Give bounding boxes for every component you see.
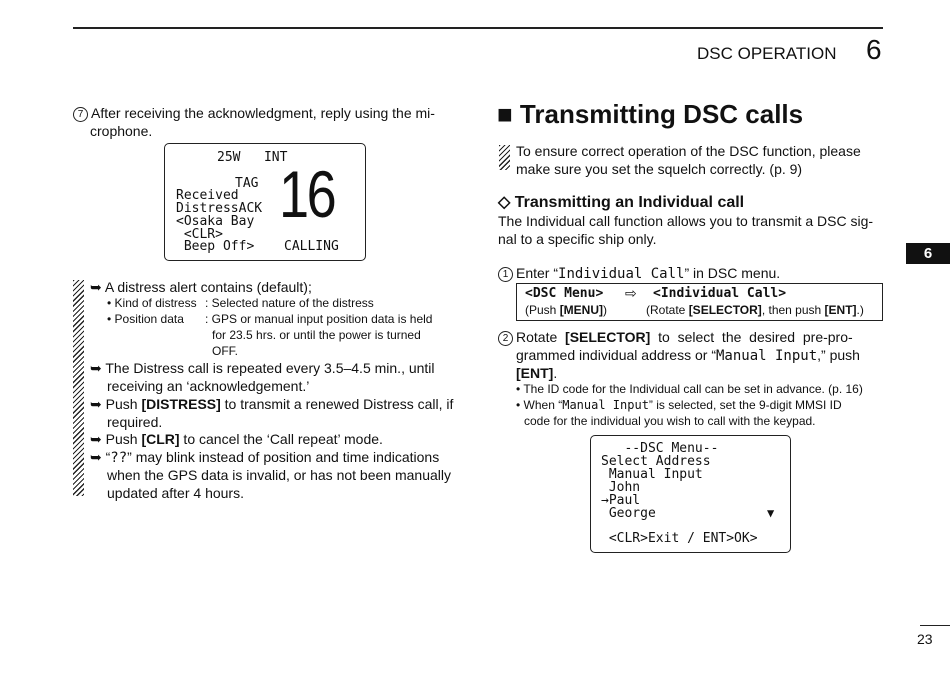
step-1-menu-name: Individual Call [558,266,685,282]
step-1-post: ” in DSC menu. [684,265,781,281]
caution-line2: make sure you set the squelch correctly. (p. 9) [516,161,803,177]
lcd1-line6: <CLR> [176,227,223,242]
rot-pre: (Rotate [646,303,689,317]
note-5-line3: updated after 4 hours. [107,485,244,501]
scroll-down-icon: ▼ [767,506,775,520]
bullet-2 [516,397,842,413]
menu-key: [MENU] [559,303,604,317]
caution-line1: To ensure correct operation of the DSC function, please [516,143,861,159]
menu-path-box [516,283,883,321]
step-2-post: to select the desired pre-pro- [650,329,853,345]
menu-from: <DSC Menu> [525,286,604,301]
bullet-2-line2: code for the individual you wish to call with the keypad. [524,414,816,428]
note-5: ➥ “??” may blink instead of position and time indications [90,449,440,466]
header-rule [73,27,883,29]
step-2-l2-post: ,” push [817,347,860,363]
lcd2-line3: Manual Input [601,467,703,482]
step-2-manual-input: Manual Input [715,348,818,364]
distress-key: [DISTRESS] [141,396,221,412]
intro-line1: The Individual call function allows you to transmit a DSC sig- [498,213,874,229]
lcd1-line4: DistressACK [176,201,263,216]
bullet-1: • The ID code for the Individual call can be set in advance. (p. 16) [516,382,863,396]
kind-label: • Kind of distress [107,296,197,310]
page-number: 23 [917,631,933,647]
bullet-2-pre: • When “ [516,398,563,412]
step-2 [498,328,853,346]
lcd1-line5: <Osaka Bay [176,214,255,229]
lcd1-line7: Beep Off> [176,239,255,254]
step-2-line3 [516,364,557,382]
step-2-l3-post: . [553,365,558,381]
lcd2-line7: <CLR>Exit / ENT>OK> [601,531,758,546]
note-3-line2: required. [107,414,163,430]
bullet-2-post: ” is selected, set the 9-digit MMSI ID [648,398,842,412]
step-7 [73,104,458,122]
lcd1-channel: 16 [279,157,335,231]
step-1 [498,264,780,283]
note-2-text: The Distress call is repeated every 3.5–4.5 min., until [105,360,435,376]
selector-key: [SELECTOR] [688,303,762,317]
menu-to: <Individual Call> [653,286,787,301]
note-1-text: A distress alert contains (default); [104,279,312,295]
lcd2-line6: George [601,506,656,521]
note-1: ➥ A distress alert contains (default); [90,279,312,295]
footer-rule [920,625,950,626]
step-7-number: 7 [73,107,88,122]
note-2: ➥ The Distress call is repeated every 3.5–4.5 min., until [90,360,435,376]
step-2-number: 2 [498,331,513,346]
note-4-post: to cancel the ‘Call repeat’ mode. [179,431,383,447]
kind-value: : Selected nature of the distress [205,296,374,310]
note-2-line2: receiving an ‘acknowledgement.’ [107,378,310,394]
menu-push-hint [525,303,607,317]
intro-line2: nal to a specific ship only. [498,231,657,247]
note-5-qq: ?? [110,450,128,466]
step-1-pre: Enter “ [516,265,559,281]
note-3-pre: Push [105,396,142,412]
note-5-quote: “ [105,449,111,465]
step-2-line2 [516,346,860,365]
note-3: ➥ Push [DISTRESS] to transmit a renewed Distress call, if [90,396,454,412]
step-2-selector-key: [SELECTOR] [565,329,651,345]
section-heading: ■ Transmitting DSC calls [497,99,804,129]
rot-post: .) [856,303,864,317]
note-5-line2: when the GPS data is invalid, or has not been manually [107,467,451,483]
lcd-distress-ack [164,143,366,261]
pos-value-2: for 23.5 hrs. or until the power is turned [212,328,421,342]
step-7-text: After receiving the acknowledgment, reply using the mi- [91,105,435,121]
lcd2-line5: →Paul [601,493,641,508]
menu-rotate-hint [646,303,864,317]
lcd1-status: CALLING [284,239,339,254]
ent-key: [ENT] [824,303,857,317]
lcd2-line4: John [601,480,641,495]
note-hatch [73,280,84,496]
clr-key: [CLR] [141,431,180,447]
chapter-number: 6 [866,34,882,65]
step-2-l2-pre: grammed individual address or “ [516,347,716,363]
note-4-pre: Push [105,431,142,447]
menu-arrow-icon: ⇨ [625,285,637,301]
lcd2-line2: Select Address [601,454,711,469]
pos-value-1: : GPS or manual input position data is held [205,312,433,326]
push-pre: (Push [525,303,560,317]
pos-label: • Position data [107,312,184,326]
lcd1-line3: Received [176,188,239,203]
step-2-ent-key: [ENT] [516,365,554,381]
step-1-number: 1 [498,267,513,282]
lcd1-line1: 25W INT [217,150,288,165]
caution-hatch [499,145,510,170]
note-3-post: to transmit a renewed Distress call, if [220,396,454,412]
lcd1-line2: TAG [235,176,259,191]
note-4: ➥ Push [CLR] to cancel the ‘Call repeat’ mode. [90,431,383,447]
section-title: DSC OPERATION [697,44,837,63]
lcd2-line1: --DSC Menu-- [601,441,719,456]
rot-mid: , then push [761,303,825,317]
side-tab: 6 [906,243,950,264]
subheading: ◇ Transmitting an Individual call [498,194,745,211]
step-7-line2: crophone. [90,123,153,139]
note-5-rest: ” may blink instead of position and time indications [127,449,440,465]
bullet-2-manual-input: Manual Input [562,398,649,412]
step-2-pre: Rotate [516,329,566,345]
lcd-dsc-menu [590,435,791,553]
push-post: ) [603,303,608,317]
pos-value-3: OFF. [212,344,238,358]
